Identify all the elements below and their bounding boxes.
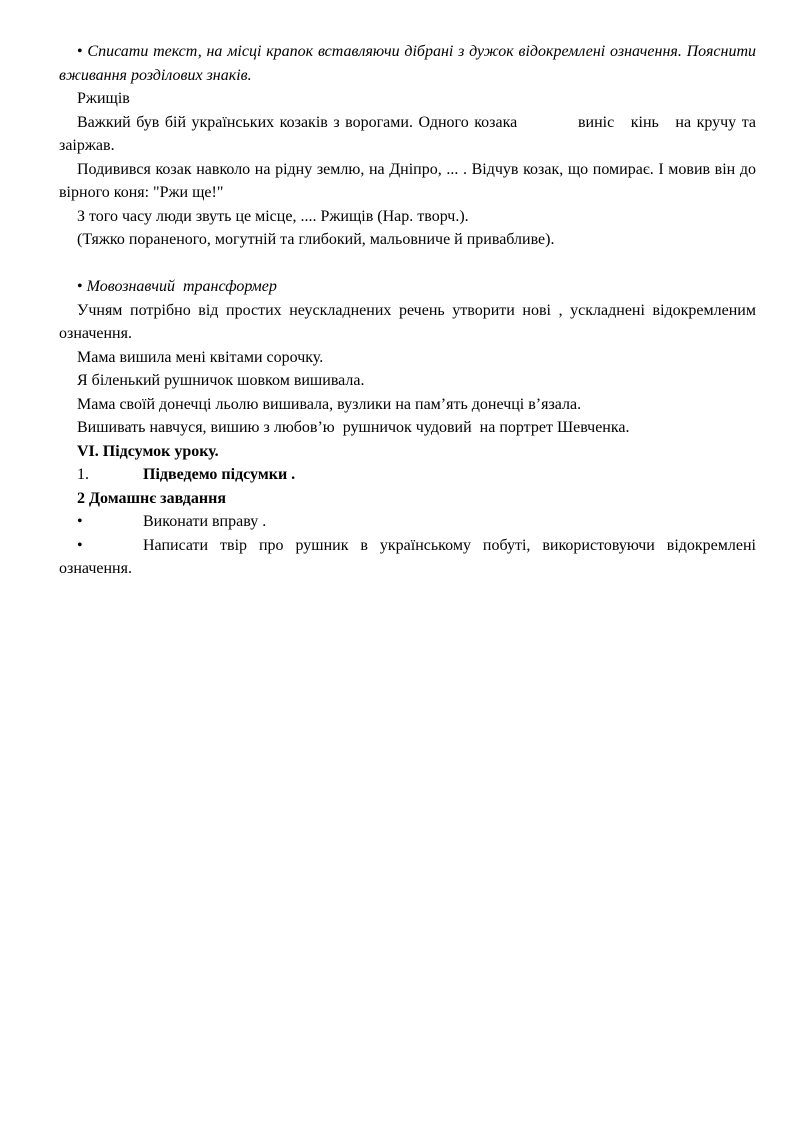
- homework-item-text: Виконати вправу .: [143, 513, 267, 530]
- task1-instruction: [59, 40, 756, 87]
- bullet-icon: •: [77, 513, 83, 530]
- task2-heading-text: Мовознавчий трансформер: [86, 278, 277, 295]
- task1-title: Ржищів: [77, 90, 130, 107]
- task1-instruction-text: Списати текст, на місці крапок вставляючи дібрані з дужок відокремлені означення. Пояснити вживання розділових знаків.: [59, 43, 757, 84]
- summary-item-1-text: Підведемо підсумки .: [143, 466, 296, 483]
- task2-sentence: Мама своїй донечці льолю вишивала, вузлики на пам’ять донечці в’язала.: [77, 395, 582, 413]
- summary-item-1: [59, 463, 756, 487]
- task2-sentence: Мама вишила мені квітами сорочку.: [77, 348, 324, 366]
- spacer: [59, 252, 756, 276]
- list-number: 1.: [77, 466, 89, 483]
- homework-heading: 2 Домашнє завдання: [77, 489, 226, 507]
- task2-instruction: Учням потрібно від простих неускладнених речень утворити нові , ускладнені відокремленим означення.: [59, 301, 756, 342]
- homework-item: [59, 534, 756, 581]
- task1-paragraph-1: Важкий був бій українських козаків з ворогами. Одного козака виніс кінь на кручу та заіржав.: [59, 113, 760, 154]
- document-content: [59, 40, 760, 581]
- task2-sentence: Я біленький рушничок шовком вишивала.: [77, 372, 365, 389]
- task1-paragraph-2: Подивився козак навколо на рідну землю, на Дніпро, ... . Відчув козак, що помирає. І мовив він до вірного коня: "Ржи ще!": [59, 160, 756, 201]
- task1-paragraph-3: З того часу люди звуть це місце, .... Ржищів (Нар. творч.).: [77, 207, 469, 225]
- bullet-icon: •: [77, 43, 83, 60]
- bullet-icon: •: [77, 278, 83, 295]
- task2-sentence: Вишивать навчуся, вишию з любов’ю рушничок чудовий на портрет Шевченка.: [77, 419, 630, 436]
- task1-paragraph-4: (Тяжко пораненого, могутній та глибокий, мальовниче й привабливе).: [77, 231, 555, 248]
- task2-heading: [59, 275, 756, 299]
- homework-item-text: Написати твір про рушник в українському побуті, використовуючи відокремлені означення.: [59, 536, 756, 577]
- summary-heading: VI. Підсумок уроку.: [77, 442, 219, 460]
- homework-item: [59, 510, 756, 534]
- bullet-icon: •: [77, 536, 83, 554]
